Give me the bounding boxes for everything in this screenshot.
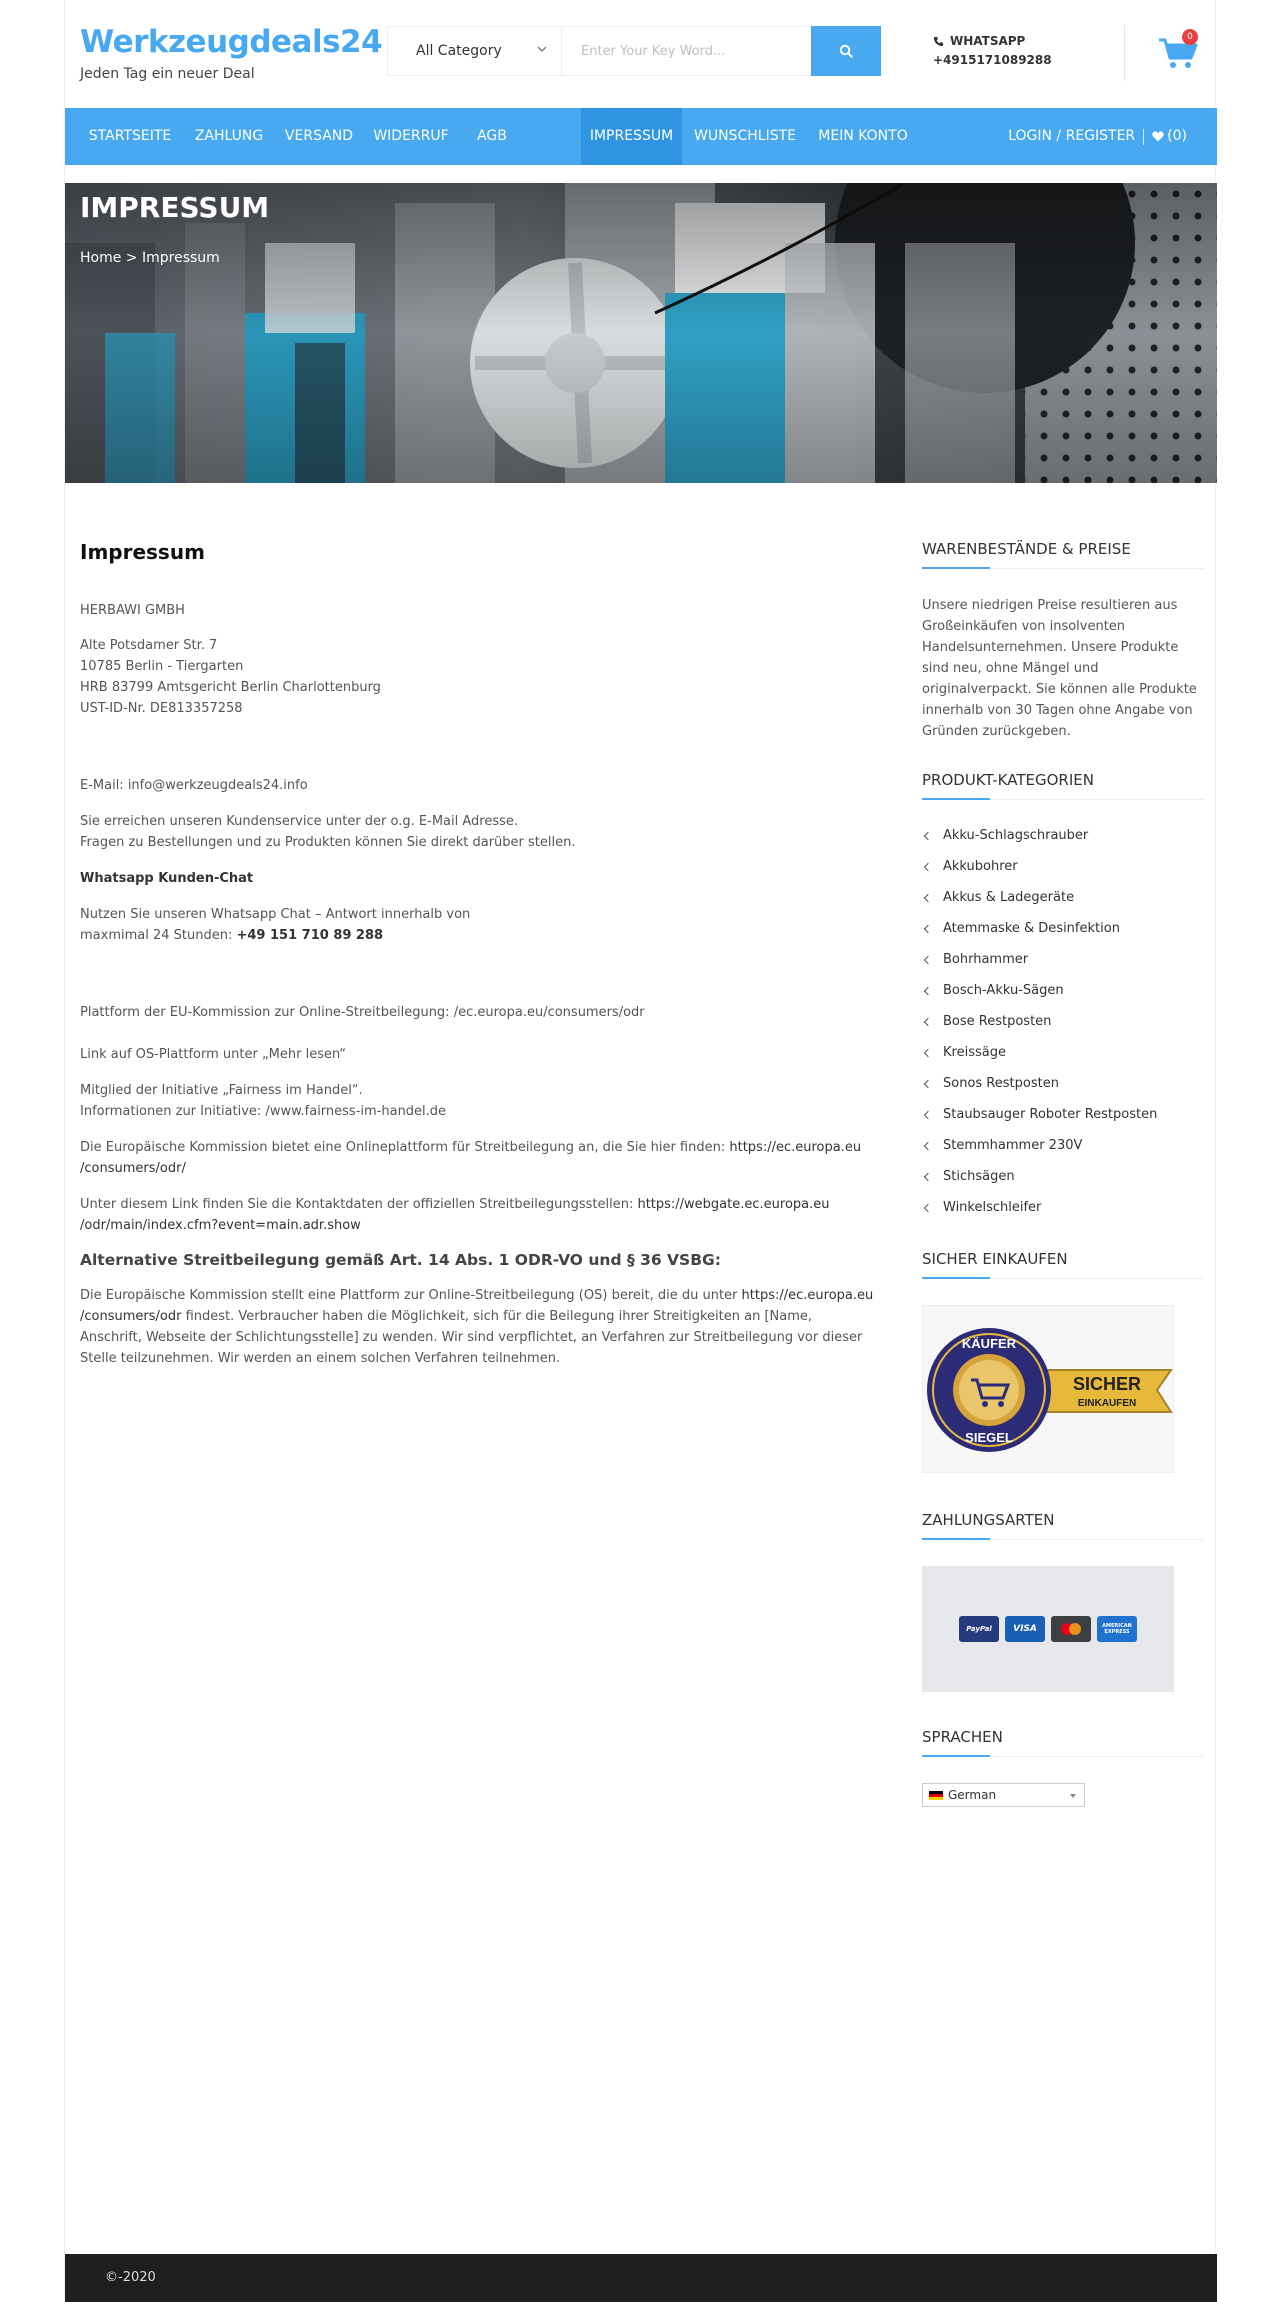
eu-platform-text: Plattform der EU-Kommission zur Online-Streitbeilegung: /ec.europa.eu/consumers/odr [80,1005,645,1020]
seal-ribbon-top: SICHER [1072,1374,1142,1394]
site-logo[interactable]: Werkzeugdeals24 [80,24,383,60]
alternative-dispute-link[interactable]: /consumers/odr [80,1309,182,1324]
category-list [922,820,1204,1223]
fairness-text: Mitglied der Initiative „Fairness im Handel“. [80,1083,363,1098]
cart-count-badge: 0 [1182,29,1198,45]
category-item[interactable] [922,1130,1204,1161]
whatsapp-chat-heading: Whatsapp Kunden-Chat [80,871,254,886]
whatsapp-chat-text: Nutzen Sie unseren Whatsapp Chat – Antwort innerhalb von [80,907,471,922]
stock-text [922,595,1204,742]
stock-text-line: Gründen zurückgeben. [922,724,1071,739]
header-divider [1124,25,1125,81]
trust-seal [922,1305,1174,1473]
category-label: Akkus & Ladegeräte [943,890,1075,905]
mastercard-card [1051,1616,1091,1642]
wishlist-count: (0) [1167,128,1187,144]
page [64,0,1216,2302]
category-label: Bose Restposten [943,1014,1052,1029]
paypal-card: PayPal [959,1616,999,1642]
chevron-left-icon [924,893,932,901]
sidebar-heading-payment: ZAHLUNGSARTEN [922,1511,1204,1540]
category-label: Bosch-Akku-Sägen [943,983,1064,998]
category-item[interactable] [922,913,1204,944]
chevron-left-icon [924,1141,932,1149]
mastercard-icon [1059,1622,1083,1636]
company-name: HERBAWI GMBH [80,603,185,618]
wishlist-link[interactable] [1152,108,1187,165]
login-register-link[interactable]: LOGIN / REGISTER [1008,128,1136,144]
search-button[interactable] [811,26,881,76]
service-text: Fragen zu Bestellungen und zu Produkten können Sie direkt darüber stellen. [80,835,576,850]
footer [65,2254,1217,2302]
alternative-dispute-text: Stelle teilzunehmen. Wir werden an einem solchen Verfahren teilnehmen. [80,1351,561,1366]
german-flag-icon [929,1791,943,1800]
search-input[interactable] [564,27,814,75]
heart-icon [1152,131,1164,142]
chevron-left-icon [924,1172,932,1180]
nav-item-agb[interactable]: AGB [477,128,507,144]
sidebar-heading-secure: SICHER EINKAUFEN [922,1250,1204,1279]
category-item[interactable] [922,820,1204,851]
nav-item-startseite[interactable]: STARTSEITE [88,128,172,144]
sidebar-heading-stock: WARENBESTÄNDE & PREISE [922,540,1204,569]
category-item[interactable] [922,944,1204,975]
page-banner [65,183,1217,483]
chevron-left-icon [924,862,932,870]
category-label: Stemmhammer 230V [943,1138,1083,1153]
category-item[interactable] [922,851,1204,882]
alternative-dispute-text-part: findest. Verbraucher haben die Möglichkeit, sich für die Beilegung ihrer Streitigkeiten an [Name, [181,1309,813,1324]
breadcrumb-separator: > [125,250,138,266]
chevron-down-icon [537,44,547,54]
stock-text-line: Unsere niedrigen Preise resultieren aus [922,598,1178,613]
seal-text-top: KÄUFER [961,1336,1017,1351]
stock-text-line: originalverpackt. Sie können alle Produkte [922,682,1197,697]
dispute-contact-link[interactable]: /odr/main/index.cfm?event=main.adr.show [80,1218,361,1233]
category-label: Akku-Schlagschrauber [943,828,1089,843]
category-label: Atemmaske & Desinfektion [943,921,1120,936]
main-content [80,540,880,1369]
stock-text-line: Handelsunternehmen. Unsere Produkte [922,640,1179,655]
nav-item-versand[interactable]: VERSAND [284,128,354,144]
caret-down-icon [1070,1794,1076,1798]
nav-item-mein-konto[interactable]: MEIN KONTO [818,128,908,144]
category-label: Sonos Restposten [943,1076,1059,1091]
dispute-contact-text-part: Unter diesem Link finden Sie die Kontaktdaten der offiziellen Streitbeilegungsstellen: [80,1197,638,1212]
footer-copyright: ©-2020 [105,2270,156,2285]
header [65,0,1217,108]
whatsapp-chat-text-part: maxmimal 24 Stunden: [80,928,237,943]
address-line: Alte Potsdamer Str. 7 [80,638,218,653]
site-tagline: Jeden Tag ein neuer Deal [80,66,255,82]
address-line: UST-ID-Nr. DE813357258 [80,701,243,716]
language-select-value: German [948,1788,997,1802]
chevron-left-icon [924,986,932,994]
fairness-text: Informationen zur Initiative: /www.fairness-im-handel.de [80,1104,447,1119]
breadcrumb-current: Impressum [141,250,220,266]
search-icon [839,44,853,58]
nav-item-wunschliste[interactable]: WUNSCHLISTE [694,128,796,144]
chevron-left-icon [924,1203,932,1211]
alternative-dispute-text [80,1306,880,1327]
dispute-contact-link[interactable]: https://webgate.ec.europa.eu [637,1197,830,1212]
dispute-contact-text [80,1194,880,1215]
category-item[interactable] [922,1099,1204,1130]
stock-text-line: sind neu, ohne Mängel und [922,661,1099,676]
payment-methods [922,1566,1174,1692]
chevron-left-icon [924,1079,932,1087]
nav-account-area [1008,108,1187,165]
nav-item-impressum[interactable]: IMPRESSUM [581,108,682,165]
eu-commission-text-part: Die Europäische Kommission bietet eine Onlineplattform für Streitbeilegung an, die Sie hier finden: [80,1140,730,1155]
chevron-left-icon [924,1048,932,1056]
os-platform-link: Link auf OS-Plattform unter „Mehr lesen“ [80,1047,347,1062]
seal-text-bottom: SIEGEL [965,1430,1013,1445]
seal-ribbon-bottom: EINKAUFEN [1077,1398,1137,1409]
sidebar-heading-categories: PRODUKT-KATEGORIEN [922,771,1204,800]
chevron-left-icon [924,831,932,839]
banner-image [65,183,1217,483]
chevron-left-icon [924,924,932,932]
whatsapp-label: WHATSAPP [950,34,1026,48]
category-item[interactable] [922,1006,1204,1037]
chevron-left-icon [924,1110,932,1118]
email-line[interactable]: E-Mail: info@werkzeugdeals24.info [80,778,308,793]
whatsapp-number: +4915171089288 [933,53,1052,67]
whatsapp-contact[interactable] [933,34,1052,67]
trust-seal-badge [923,1306,1175,1474]
category-label: Staubsauger Roboter Restposten [943,1107,1158,1122]
search-bar [387,26,881,76]
category-item[interactable] [922,1192,1204,1223]
category-select-value: All Category [416,43,502,59]
category-item[interactable] [922,1037,1204,1068]
nav-separator [1143,129,1144,145]
stock-text-line: Großeinkäufen von insolventen [922,619,1126,634]
page-heading: Impressum [80,540,205,564]
visa-card: VISA [1005,1616,1045,1642]
alternative-dispute-text-part: Die Europäische Kommission stellt eine Plattform zur Online-Streitbeilegung (OS) bereit, die du unter [80,1288,742,1303]
phone-icon [933,36,944,47]
stock-text-line: innerhalb von 30 Tagen ohne Angabe von [922,703,1193,718]
category-item[interactable] [922,1161,1204,1192]
sidebar-heading-language: SPRACHEN [922,1728,1204,1757]
eu-commission-link[interactable]: https://ec.europa.eu [729,1140,862,1155]
category-label: Stichsägen [943,1169,1015,1184]
address-line: 10785 Berlin - Tiergarten [80,659,244,674]
chevron-left-icon [924,955,932,963]
category-label: Kreissäge [943,1045,1006,1060]
nav-item-widerruf[interactable]: WIDERRUF [373,128,449,144]
whatsapp-chat-text [80,925,880,946]
eu-commission-text [80,1137,880,1158]
language-select[interactable] [922,1783,1085,1807]
category-select[interactable] [388,27,562,75]
breadcrumb [80,250,220,266]
category-item[interactable] [922,1068,1204,1099]
address-line: HRB 83799 Amtsgericht Berlin Charlottenburg [80,680,381,695]
amex-card: AMERICAN EXPRESS [1097,1616,1137,1642]
category-label: Winkelschleifer [943,1200,1042,1215]
eu-commission-link[interactable]: /consumers/odr/ [80,1161,186,1176]
alternative-dispute-heading: Alternative Streitbeilegung gemäß Art. 14 Abs. 1 ODR-VO und § 36 VSBG: [80,1251,721,1269]
category-item[interactable] [922,975,1204,1006]
whatsapp-chat-number[interactable]: +49 151 710 89 288 [236,928,384,943]
service-text: Sie erreichen unseren Kundenservice unter der o.g. E-Mail Adresse. [80,814,519,829]
banner-title: IMPRESSUM [80,191,270,224]
category-item[interactable] [922,882,1204,913]
category-label: Akkubohrer [943,859,1018,874]
alternative-dispute-link[interactable]: https://ec.europa.eu [741,1288,874,1303]
alternative-dispute-text: Anschrift, Webseite der Schlichtungsstelle] zu wenden. Wir sind verpflichtet, an Verfahren zur Streitbeilegung vor dieser [80,1330,863,1345]
category-label: Bohrhammer [943,952,1029,967]
sidebar [922,540,1204,1807]
nav-item-zahlung[interactable]: ZAHLUNG [194,128,264,144]
chevron-left-icon [924,1017,932,1025]
breadcrumb-home-link[interactable]: Home [80,250,122,266]
main-nav [65,108,1217,165]
alternative-dispute-text [80,1285,880,1306]
